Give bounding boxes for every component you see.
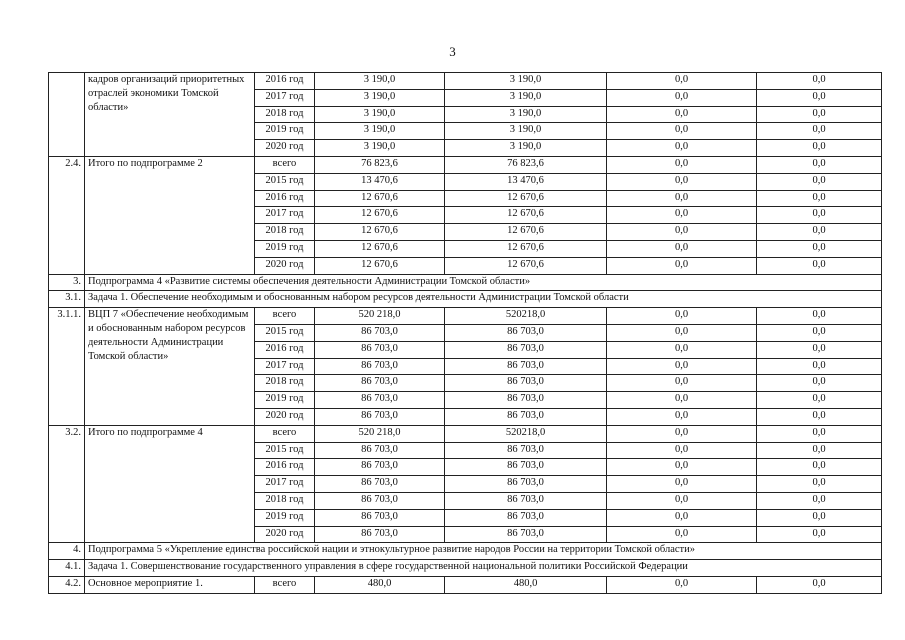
- regional-cell: 12 670,6: [445, 240, 607, 257]
- regional-cell: 86 703,0: [445, 392, 607, 409]
- period-cell: 2017 год: [255, 476, 315, 493]
- value-cell: 0,0: [757, 509, 882, 526]
- period-cell: 2018 год: [255, 106, 315, 123]
- period-cell: 2018 год: [255, 375, 315, 392]
- value-cell: 0,0: [757, 240, 882, 257]
- value-cell: 0,0: [757, 408, 882, 425]
- value-cell: 0,0: [757, 73, 882, 90]
- period-cell: 2019 год: [255, 392, 315, 409]
- value-cell: 0,0: [607, 576, 757, 593]
- row-number: 3.: [49, 274, 85, 291]
- regional-cell: 480,0: [445, 576, 607, 593]
- total-cell: 3 190,0: [315, 140, 445, 157]
- total-cell: 86 703,0: [315, 492, 445, 509]
- regional-cell: 520218,0: [445, 425, 607, 442]
- value-cell: 0,0: [757, 492, 882, 509]
- budget-table: [48, 72, 882, 594]
- period-cell: 2020 год: [255, 140, 315, 157]
- value-cell: 0,0: [607, 224, 757, 241]
- period-cell: 2017 год: [255, 89, 315, 106]
- regional-cell: 12 670,6: [445, 257, 607, 274]
- section-title: Задача 1. Обеспечение необходимым и обоснованным набором ресурсов деятельности Администрации Томской области: [85, 291, 882, 308]
- value-cell: 0,0: [757, 106, 882, 123]
- period-cell: 2017 год: [255, 358, 315, 375]
- regional-cell: 3 190,0: [445, 106, 607, 123]
- value-cell: 0,0: [757, 459, 882, 476]
- value-cell: 0,0: [757, 224, 882, 241]
- value-cell: 0,0: [607, 459, 757, 476]
- value-cell: 0,0: [757, 257, 882, 274]
- regional-cell: 76 823,6: [445, 156, 607, 173]
- measure-name: Итого по подпрограмме 2: [85, 156, 255, 274]
- value-cell: 0,0: [757, 308, 882, 325]
- row-number: [49, 73, 85, 157]
- value-cell: 0,0: [607, 156, 757, 173]
- period-cell: 2019 год: [255, 509, 315, 526]
- total-cell: 520 218,0: [315, 425, 445, 442]
- value-cell: 0,0: [607, 425, 757, 442]
- regional-cell: 86 703,0: [445, 442, 607, 459]
- regional-cell: 86 703,0: [445, 375, 607, 392]
- value-cell: 0,0: [757, 140, 882, 157]
- value-cell: 0,0: [757, 392, 882, 409]
- value-cell: 0,0: [607, 358, 757, 375]
- total-cell: 12 670,6: [315, 207, 445, 224]
- total-cell: 480,0: [315, 576, 445, 593]
- section-title: Подпрограмма 4 «Развитие системы обеспечения деятельности Администрации Томской области»: [85, 274, 882, 291]
- regional-cell: 86 703,0: [445, 526, 607, 543]
- regional-cell: 3 190,0: [445, 73, 607, 90]
- value-cell: 0,0: [757, 341, 882, 358]
- total-cell: 86 703,0: [315, 392, 445, 409]
- period-cell: 2019 год: [255, 123, 315, 140]
- value-cell: 0,0: [607, 106, 757, 123]
- period-cell: 2019 год: [255, 240, 315, 257]
- regional-cell: 12 670,6: [445, 207, 607, 224]
- value-cell: 0,0: [607, 308, 757, 325]
- value-cell: 0,0: [757, 526, 882, 543]
- page-number: 3: [449, 44, 456, 59]
- value-cell: 0,0: [757, 123, 882, 140]
- regional-cell: 86 703,0: [445, 509, 607, 526]
- value-cell: 0,0: [607, 392, 757, 409]
- regional-cell: 12 670,6: [445, 224, 607, 241]
- regional-cell: 86 703,0: [445, 459, 607, 476]
- table-row: [49, 576, 882, 593]
- section-row: [49, 291, 882, 308]
- total-cell: 3 190,0: [315, 106, 445, 123]
- regional-cell: 86 703,0: [445, 358, 607, 375]
- regional-cell: 3 190,0: [445, 123, 607, 140]
- regional-cell: 13 470,6: [445, 173, 607, 190]
- value-cell: 0,0: [607, 89, 757, 106]
- value-cell: 0,0: [607, 140, 757, 157]
- total-cell: 3 190,0: [315, 89, 445, 106]
- total-cell: 12 670,6: [315, 224, 445, 241]
- value-cell: 0,0: [757, 358, 882, 375]
- section-row: [49, 560, 882, 577]
- table-row: [49, 425, 882, 442]
- total-cell: 13 470,6: [315, 173, 445, 190]
- period-cell: 2018 год: [255, 492, 315, 509]
- total-cell: 86 703,0: [315, 509, 445, 526]
- value-cell: 0,0: [607, 257, 757, 274]
- row-number: 2.4.: [49, 156, 85, 274]
- value-cell: 0,0: [607, 442, 757, 459]
- value-cell: 0,0: [607, 509, 757, 526]
- period-cell: 2020 год: [255, 257, 315, 274]
- total-cell: 86 703,0: [315, 526, 445, 543]
- section-title: Задача 1. Совершенствование государственного управления в сфере государственной национальной политики Российской Федерации: [85, 560, 882, 577]
- regional-cell: 86 703,0: [445, 492, 607, 509]
- period-cell: всего: [255, 308, 315, 325]
- total-cell: 3 190,0: [315, 73, 445, 90]
- value-cell: 0,0: [607, 324, 757, 341]
- table-row: [49, 73, 882, 90]
- value-cell: 0,0: [607, 240, 757, 257]
- value-cell: 0,0: [757, 375, 882, 392]
- measure-name: кадров организаций приоритетных отраслей экономики Томской области»: [85, 73, 255, 157]
- value-cell: 0,0: [607, 207, 757, 224]
- budget-table-body: [49, 73, 882, 594]
- period-cell: всего: [255, 576, 315, 593]
- value-cell: 0,0: [757, 173, 882, 190]
- total-cell: 76 823,6: [315, 156, 445, 173]
- value-cell: 0,0: [757, 190, 882, 207]
- value-cell: 0,0: [757, 324, 882, 341]
- period-cell: 2016 год: [255, 459, 315, 476]
- value-cell: 0,0: [607, 173, 757, 190]
- period-cell: 2018 год: [255, 224, 315, 241]
- value-cell: 0,0: [607, 341, 757, 358]
- total-cell: 86 703,0: [315, 341, 445, 358]
- value-cell: 0,0: [757, 576, 882, 593]
- value-cell: 0,0: [757, 156, 882, 173]
- regional-cell: 520218,0: [445, 308, 607, 325]
- row-number: 4.: [49, 543, 85, 560]
- total-cell: 86 703,0: [315, 459, 445, 476]
- period-cell: всего: [255, 425, 315, 442]
- value-cell: 0,0: [607, 492, 757, 509]
- value-cell: 0,0: [607, 375, 757, 392]
- total-cell: 86 703,0: [315, 408, 445, 425]
- row-number: 4.2.: [49, 576, 85, 593]
- measure-name: ВЦП 7 «Обеспечение необходимым и обоснованным набором ресурсов деятельности Администрации Томской области»: [85, 308, 255, 426]
- row-number: 3.2.: [49, 425, 85, 543]
- period-cell: 2017 год: [255, 207, 315, 224]
- total-cell: 3 190,0: [315, 123, 445, 140]
- period-cell: 2015 год: [255, 324, 315, 341]
- value-cell: 0,0: [757, 89, 882, 106]
- value-cell: 0,0: [607, 190, 757, 207]
- table-row: [49, 156, 882, 173]
- value-cell: 0,0: [607, 408, 757, 425]
- total-cell: 86 703,0: [315, 476, 445, 493]
- total-cell: 86 703,0: [315, 324, 445, 341]
- regional-cell: 86 703,0: [445, 476, 607, 493]
- period-cell: 2016 год: [255, 73, 315, 90]
- regional-cell: 12 670,6: [445, 190, 607, 207]
- value-cell: 0,0: [607, 526, 757, 543]
- regional-cell: 3 190,0: [445, 89, 607, 106]
- measure-name: Основное мероприятие 1.: [85, 576, 255, 593]
- section-title: Подпрограмма 5 «Укрепление единства российской нации и этнокультурное развитие народов России на территории Томской области»: [85, 543, 882, 560]
- regional-cell: 86 703,0: [445, 408, 607, 425]
- row-number: 3.1.1.: [49, 308, 85, 426]
- period-cell: 2020 год: [255, 526, 315, 543]
- total-cell: 86 703,0: [315, 375, 445, 392]
- value-cell: 0,0: [757, 207, 882, 224]
- total-cell: 12 670,6: [315, 190, 445, 207]
- period-cell: 2020 год: [255, 408, 315, 425]
- period-cell: 2016 год: [255, 341, 315, 358]
- period-cell: 2015 год: [255, 173, 315, 190]
- period-cell: 2015 год: [255, 442, 315, 459]
- period-cell: 2016 год: [255, 190, 315, 207]
- total-cell: 12 670,6: [315, 257, 445, 274]
- period-cell: всего: [255, 156, 315, 173]
- total-cell: 86 703,0: [315, 358, 445, 375]
- table-row: [49, 308, 882, 325]
- regional-cell: 86 703,0: [445, 324, 607, 341]
- section-row: [49, 543, 882, 560]
- total-cell: 86 703,0: [315, 442, 445, 459]
- section-row: [49, 274, 882, 291]
- total-cell: 12 670,6: [315, 240, 445, 257]
- regional-cell: 3 190,0: [445, 140, 607, 157]
- value-cell: 0,0: [607, 476, 757, 493]
- value-cell: 0,0: [607, 123, 757, 140]
- value-cell: 0,0: [757, 442, 882, 459]
- value-cell: 0,0: [607, 73, 757, 90]
- row-number: 3.1.: [49, 291, 85, 308]
- regional-cell: 86 703,0: [445, 341, 607, 358]
- value-cell: 0,0: [757, 425, 882, 442]
- total-cell: 520 218,0: [315, 308, 445, 325]
- value-cell: 0,0: [757, 476, 882, 493]
- row-number: 4.1.: [49, 560, 85, 577]
- measure-name: Итого по подпрограмме 4: [85, 425, 255, 543]
